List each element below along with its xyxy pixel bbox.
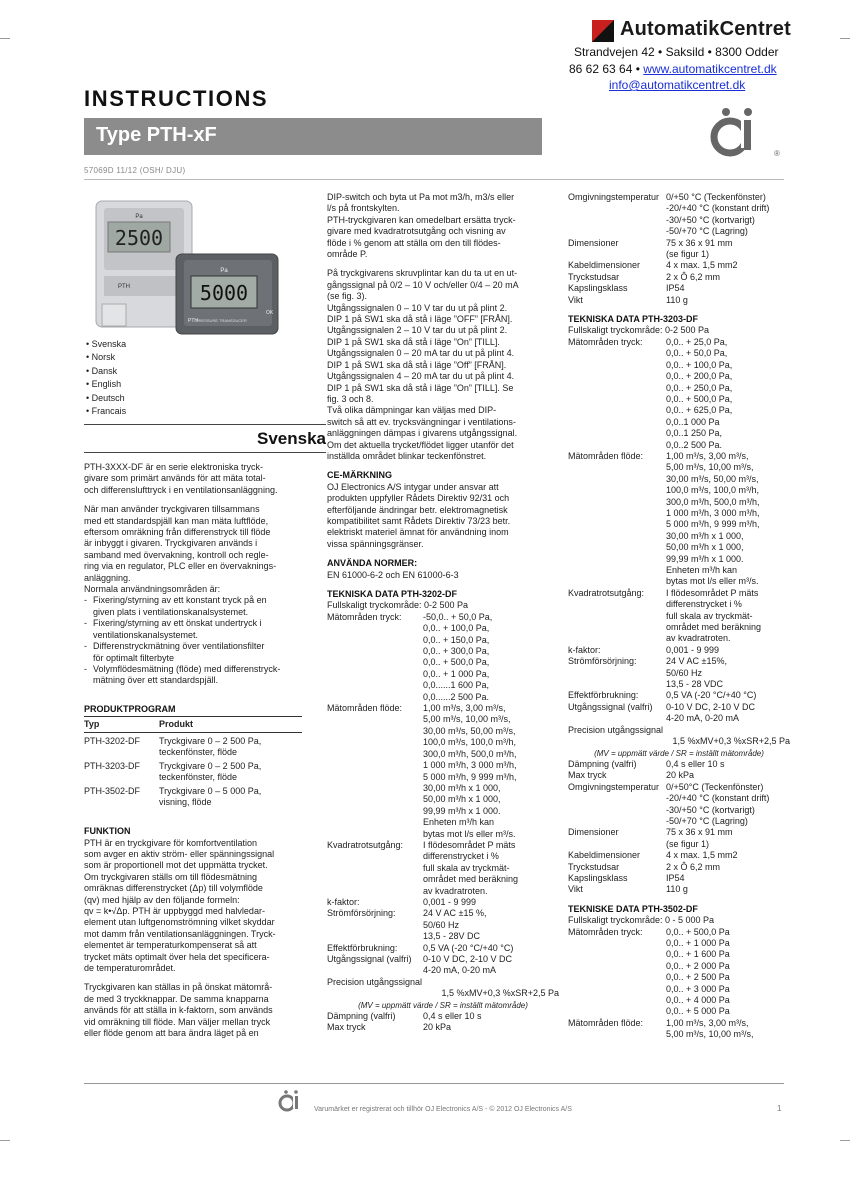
spec-label: Tryckstudsar [568, 271, 620, 282]
spec-label: Dämpning (valfri) [327, 1011, 396, 1022]
spec-value: 75 x 36 x 91 mm (se figur 1) [666, 237, 733, 260]
spec-row [568, 260, 790, 271]
brand-contact-line [569, 62, 777, 76]
brand-email-link[interactable]: info@automatikcentret.dk [609, 78, 746, 92]
spec-row [568, 827, 790, 850]
column-1 [84, 462, 329, 1039]
spec-value: 1,00 m³/s, 3,00 m³/s, 5,00 m³/s, 10,00 m³/s, 30,00 m³/s, 50,00 m³/s, 100,0 m³/s, 100,0 m³/h, 300,0 m³/h, 500,0 m³/h, 1 000 m³/h, 3 000 m³/h, 5 000 m³/h, 9 999 m³/h, 30,00 m³/h x 1 000, 50,00 m³/h x 1 000, 99,99 m³/h x 1 000. Enheten m³/h kan bytas mot l/s eller m³/s. [666, 450, 760, 587]
product-photo [88, 196, 328, 336]
funktion-paragraph-2: Tryckgivaren kan ställas in på önskat mätområ- de med 3 tryckknappar. De samma knapparna används för att ställa in k-faktorn, som används vid omräkning till flöde. Man väljer mellan tryck eller flöde genom att bara ändra läget på en [84, 982, 273, 1039]
td2-precision-label: Precision utgångssignal [568, 724, 664, 735]
spec-value: 0,001 - 9 999 [666, 644, 720, 655]
spec-row [568, 192, 790, 238]
section-rule [84, 452, 326, 453]
spec-label: Utgångssignal (valfri) [327, 954, 412, 964]
spec-label: Max tryck [327, 1022, 366, 1033]
spec-value: 4 x max. 1,5 mm2 [666, 260, 738, 271]
spec-value: 0-10 V DC, 2-10 V DC 4-20 mA, 0-20 mA [423, 954, 513, 976]
spec-row [568, 1018, 790, 1041]
spec-value: IP54 [666, 872, 685, 883]
spec-value: 75 x 36 x 91 mm (se figur 1) [666, 827, 733, 849]
funktion-heading: FUNKTION [84, 826, 131, 837]
spec-label: k-faktor: [327, 896, 360, 907]
oj-footer-logo-icon [276, 1089, 310, 1113]
brand-website-link[interactable]: www.automatikcentret.dk [643, 62, 777, 76]
spec-label: Kvadratrotsutgång: [327, 839, 404, 850]
spec-label: Omgivningstemperatur [568, 781, 660, 792]
ok-label: OK [266, 310, 274, 316]
td1-precision-note: (MV = uppmätt värde / SR = inställt mätområde) [358, 1000, 528, 1010]
spec-label: Mätområden tryck: [568, 926, 643, 937]
spec-label: Vikt [568, 294, 583, 305]
td1-fullscale: Fullskaligt tryckområde: 0-2 500 Pa [327, 600, 469, 611]
spec-value: 0,4 s eller 10 s [666, 758, 725, 769]
spec-row [327, 954, 559, 977]
spec-row [568, 782, 790, 828]
spec-value: 2 x Ô 6,2 mm [666, 271, 721, 282]
brand-name: AutomatikCentret [620, 18, 791, 40]
spec-row [327, 1022, 559, 1033]
footer-rule [84, 1083, 784, 1084]
spec-value: 20 kPa [666, 770, 695, 781]
spec-label: Kapslingsklass [568, 283, 628, 294]
document-code: 57069D 11/12 (OSH/ DJU) [84, 166, 186, 175]
spec-value: 20 kPa [423, 1022, 452, 1033]
spec-row [568, 295, 790, 306]
type-label: Type PTH-xF [96, 124, 217, 146]
td3-heading: TEKNISKE DATA PTH-3502-DF [568, 903, 698, 914]
table-header: Typ [84, 719, 100, 730]
spec-row [568, 588, 790, 645]
margin-tick [840, 1140, 850, 1141]
language-list [86, 338, 126, 418]
spec-row [568, 283, 790, 294]
margin-tick [840, 38, 850, 39]
spec-label: Mätområden flöde: [568, 450, 644, 461]
display-value-2: 5000 [199, 281, 249, 305]
footer-text: Varumärket er registrerat och tillhör OJ Electronics A/S - © 2012 OJ Electronics A/S [314, 1106, 572, 1113]
normer-heading: ANVÄNDA NORMER: [327, 558, 418, 569]
column-2 [327, 192, 559, 1034]
margin-tick [0, 1140, 10, 1141]
spec-value: 0,5 VA (-20 °C/+40 °C) [666, 690, 757, 701]
spec-row [568, 337, 790, 451]
brand-phone: 86 62 63 64 • [569, 62, 640, 76]
ce-heading: CE-MÄRKNING [327, 470, 392, 481]
language-item: • Norsk [86, 351, 126, 364]
spec-row [568, 645, 790, 656]
list-item: - Fixering/styrning av ett konstant tryck på en given plats i ventilationskanalsystemet. [84, 595, 267, 617]
spec-label: Omgivningstemperatur [568, 192, 660, 202]
usage-list [84, 595, 329, 686]
spec-value: 0,0.. + 500,0 Pa 0,0.. + 1 000 Pa 0,0.. + 1 600 Pa 0,0.. + 2 000 Pa 0,0.. + 2 500 Pa 0,0.. + 3 000 Pa 0,0.. + 4 000 Pa 0,0.. + 5 000 Pa [666, 926, 730, 1017]
intro-paragraph: PTH-3XXX-DF är en serie elektroniska tryck- givare som primärt används för att mäta total- och differenslufttryck i en ventilationsanläggning. [84, 462, 278, 495]
spec-label: Mätområden tryck: [327, 611, 402, 622]
section-title: Svenska [257, 429, 326, 448]
spec-value: 0,001 - 9 999 [423, 896, 477, 907]
td1-continued-list [568, 192, 790, 306]
td2-precision-value: 1,5 %xMV+0,3 %xSR+2,5 Pa [672, 736, 790, 747]
spec-label: Effektförbrukning: [568, 690, 639, 701]
spec-label: Vikt [568, 884, 583, 895]
spec-row [327, 897, 559, 908]
td2-spec-list-2 [568, 759, 790, 896]
funktion-paragraph: PTH är en tryckgivare för komfortventilation som avger en aktiv ström- eller spänningssignal som är proportionell mot det uppmätta trycket. Om tryckgivaren ställs om till flödesmätning omräknas differenstrycket (Δp) till volymflöde (qv) med hjälp av den följande formeln: qv = k•√Δp. PTH är uppbyggd med halvledar- element utan luftgenomströmning vilket skyddar mot damm från ventilationsanläggningen. Tryck- elementet är temperaturkompenserat så att trycket mäts optimalt över hela det specificera- de temperaturområdet. [84, 837, 276, 973]
spec-value: 2 x Ô 6,2 mm [666, 861, 721, 872]
page-title: INSTRUCTIONS [84, 86, 269, 111]
spec-label: Kvadratrotsutgång: [568, 587, 645, 598]
spec-label: k-faktor: [568, 644, 601, 655]
td2-heading: TEKNISKA DATA PTH-3203-DF [568, 314, 699, 325]
spec-value: I flödesområdet P mäts differenstrycket i % full skala av tryckmät- området med beräkning av kvadratroten. [666, 587, 762, 644]
spec-row [568, 884, 790, 895]
spec-label: Mätområden tryck: [568, 336, 643, 347]
spec-row [568, 702, 790, 725]
product-table [84, 717, 302, 808]
spec-label: Kabeldimensioner [568, 850, 641, 861]
spec-row [327, 1011, 559, 1022]
spec-label: Mätområden flöde: [327, 703, 403, 714]
spec-value: 0-10 V DC, 2-10 V DC 4-20 mA, 0-20 mA [666, 701, 756, 724]
brand-address: Strandvejen 42 • Saksild • 8300 Odder [574, 45, 779, 59]
spec-row [568, 451, 790, 588]
spec-label: Kapslingsklass [568, 872, 628, 883]
spec-row [327, 703, 559, 840]
model-label-1: PTH [118, 284, 130, 290]
subtitle-label: PRESSURE TRANSDUCER [196, 318, 247, 323]
product-photo-illustration [88, 196, 328, 336]
spec-row [568, 927, 790, 1018]
spec-value: 0/+50 °C (Teckenfönster) -20/+40 °C (konstant drift) -30/+50 °C (kortvarigt) -50/+70 °C (Lagring) [666, 192, 770, 237]
td1-precision-label: Precision utgångssignal [327, 976, 423, 987]
td2-spec-list [568, 337, 790, 725]
oj-logo-icon [700, 106, 786, 162]
spec-value: 110 g [666, 884, 688, 895]
spec-row [327, 943, 559, 954]
spec-label: Mätområden flöde: [568, 1017, 644, 1028]
language-item: • Svenska [86, 338, 126, 351]
spec-value: 4 x max. 1,5 mm2 [666, 850, 738, 861]
ce-paragraph: OJ Electronics A/S intygar under ansvar att produkten uppfyller Rådets Direktiv 92/31 och efterföljande ändringar betr. elektromagnetisk kompatibilitet samt Rådets Direktiv 73/23 betr. elektriskt materiel ämnat för användning inom vissa spänningsgränser. [327, 481, 511, 549]
language-item: • Dansk [86, 365, 126, 378]
td3-fullscale: Fullskaligt tryckområde: 0 - 5 000 Pa [568, 915, 715, 926]
spec-label: Tryckstudsar [568, 861, 620, 872]
spec-label: Kabeldimensioner [568, 260, 641, 271]
td1-spec-list-2 [327, 1011, 559, 1034]
spec-row [568, 656, 790, 690]
spec-value: 24 V AC ±15 %, 50/60 Hz 13,5 - 28V DC [423, 908, 487, 942]
list-item: - Fixering/styrning av ett önskat undertryck i ventilationskanalsystemet. [84, 618, 262, 640]
td1-spec-list [327, 612, 559, 977]
spec-row [568, 272, 790, 283]
normer-paragraph: EN 61000-6-2 och EN 61000-6-3 [327, 569, 459, 580]
td2-fullscale: Fullskaligt tryckområde: 0-2 500 Pa [568, 325, 710, 336]
spec-label: Effektförbrukning: [327, 942, 398, 953]
model-label-2: PTH [188, 318, 198, 324]
spec-row [568, 862, 790, 873]
spec-row [568, 873, 790, 884]
spec-value: 110 g [666, 294, 688, 305]
spec-row [568, 759, 790, 770]
spec-value: 1,00 m³/s, 3,00 m³/s, 5,00 m³/s, 10,00 m³/s, 30,00 m³/s, 50,00 m³/s, 100,0 m³/s, 100,0 m³/h, 300,0 m³/h, 500,0 m³/h, 1 000 m³/h, 3 000 m³/h, 5 000 m³/h, 9 999 m³/h, 30,00 m³/h x 1 000, 50,00 m³/h x 1 000, 99,99 m³/h x 1 000. Enheten m³/h kan bytas mot l/s eller m³/s. [423, 703, 517, 839]
spec-value: 0,0.. + 25,0 Pa, 0,0.. + 50,0 Pa, 0,0.. + 100,0 Pa, 0,0.. + 200,0 Pa, 0,0.. + 250,0 Pa, 0,0.. + 500,0 Pa, 0,0.. + 625,0 Pa, 0,0..1 000 Pa 0,0..1 250 Pa, 0,0..2 500 Pa. [666, 336, 733, 450]
table-row: PTH-3202-DF Tryckgivare 0 – 2 500 Pa, teckenfönster, flöde [84, 736, 262, 758]
column-3 [568, 192, 790, 1041]
spec-value: I flödesområdet P mäts differenstrycket i % full skala av tryckmät- området med beräkning av kvadratroten. [423, 839, 519, 896]
td3-spec-list [568, 927, 790, 1041]
spec-value: -50,0.. + 50,0 Pa, 0,0.. + 100,0 Pa, 0,0.. + 150,0 Pa, 0,0.. + 300,0 Pa, 0,0.. + 500,0 Pa, 0,0.. + 1 000 Pa, 0,0......1 600 Pa, 0,0......2 500 Pa. [423, 611, 493, 702]
spec-value: 0/+50°C (Teckenfönster) -20/+40 °C (konstant drift) -30/+50 °C (kortvarigt) -50/+70 °C (Lagring) [666, 781, 770, 826]
spec-row [568, 770, 790, 781]
dip-paragraph: DIP-switch och byta ut Pa mot m3/h, m3/s eller l/s på frontskylten. PTH-tryckgivaren kan omedelbart ersätta tryck- givare med kvadratrotsutgång och visning av flöde i % genom att ställa om den till flödes- område P. [327, 192, 516, 260]
unit-label-2: Pa [220, 268, 228, 274]
td1-precision-value: 1,5 %xMV+0,3 %xSR+2,5 Pa [441, 988, 559, 999]
list-item: - Volymflödesmätning (flöde) med differenstryck- mätning över ett standardspjäll. [84, 663, 281, 686]
spec-value: IP54 [666, 283, 685, 294]
output-paragraph: På tryckgivarens skruvplintar kan du ta ut en ut- gångssignal på 0/2 – 10 V och/eller 0/4 – 20 mA (se fig. 3). Utgångssignalen 0 – 10 V tar du ut på plint 2. DIP 1 på SW1 ska då stå i läge ”OFF” [FRÅN]. Utgångssignalen 2 – 10 V tar du ut på plint 2. DIP 1 på SW1 ska då stå i läge ”On” [TILL]. Utgångssignalen 0 – 20 mA tar du ut på plint 4. DIP 1 på SW1 ska då stå i läge ”Off” [FRÅN]. Utgångssignalen 4 – 20 mA tar du ut på plint 4. DIP 1 på SW1 ska då stå i läge ”On” [TILL]. Se fig. 3 och 8. Två olika dämpningar kan väljas med DIP- switch så att ev. trycksvängningar i ventilations- anläggningen dämpas i givarens utgångssignal. Om det aktuella trycket/flödet ligger utanför det inställda området blinkar teckenfönstret. [327, 268, 519, 461]
spec-label: Dämpning (valfri) [568, 758, 637, 769]
td2-precision-note: (MV = uppmätt värde / SR = inställt mätområde) [594, 748, 764, 758]
spec-row [568, 850, 790, 861]
spec-row [327, 840, 559, 897]
td1-heading: TEKNISKA DATA PTH-3202-DF [327, 589, 458, 599]
table-row: PTH-3502-DF Tryckgivare 0 – 5 000 Pa, visning, flöde [84, 786, 262, 808]
brand-email-line [609, 78, 745, 92]
spec-value: 0,5 VA (-20 °C/+40 °C) [423, 942, 514, 953]
spec-label: Strömförsörjning: [327, 908, 396, 919]
automatikcentret-logo-icon [592, 20, 614, 42]
page-number: 1 [777, 1104, 782, 1113]
header-rule [84, 179, 784, 180]
spec-value: 0,4 s eller 10 s [423, 1011, 482, 1022]
spec-value: 1,00 m³/s, 3,00 m³/s, 5,00 m³/s, 10,00 m³/s, [666, 1017, 754, 1040]
spec-value: 24 V AC ±15%, 50/60 Hz 13,5 - 28 VDC [666, 656, 727, 690]
usage-paragraph: När man använder tryckgivaren tillsammans med ett standardspjäll kan man mäta luftflöde, eftersom omräkning från differenstryck till flöde är inbyggt i givaren. Tryckgivaren används i samband med övervakning, kontroll och regle- ring via en regulator, PLC eller en övervaknings- anläggning. Normala användningsområden är: [84, 504, 277, 595]
table-header: Produkt [159, 719, 194, 730]
spec-row [327, 908, 559, 942]
table-row: PTH-3203-DF Tryckgivare 0 – 2 500 Pa, teckenfönster, flöde [84, 761, 262, 783]
section-rule [84, 424, 326, 425]
spec-label: Dimensioner [568, 237, 619, 248]
produkt-heading: PRODUKTPROGRAM [84, 704, 302, 717]
language-item: • Deutsch [86, 392, 126, 405]
list-item: - Differenstryckmätning över ventilationsfilter för optimalt filterbyte [84, 641, 265, 663]
spec-label: Max tryck [568, 770, 607, 781]
display-value-1: 2500 [114, 226, 164, 250]
language-item: • English [86, 378, 126, 391]
spec-label: Dimensioner [568, 827, 619, 838]
spec-label: Strömförsörjning: [568, 656, 637, 667]
spec-row [327, 612, 559, 703]
spec-row [568, 690, 790, 701]
margin-tick [0, 38, 10, 39]
language-item: • Francais [86, 405, 126, 418]
spec-label: Utgångssignal (valfri) [568, 701, 653, 712]
unit-label-1: Pa [135, 214, 143, 220]
spec-row [568, 238, 790, 261]
registered-mark: ® [774, 149, 780, 158]
